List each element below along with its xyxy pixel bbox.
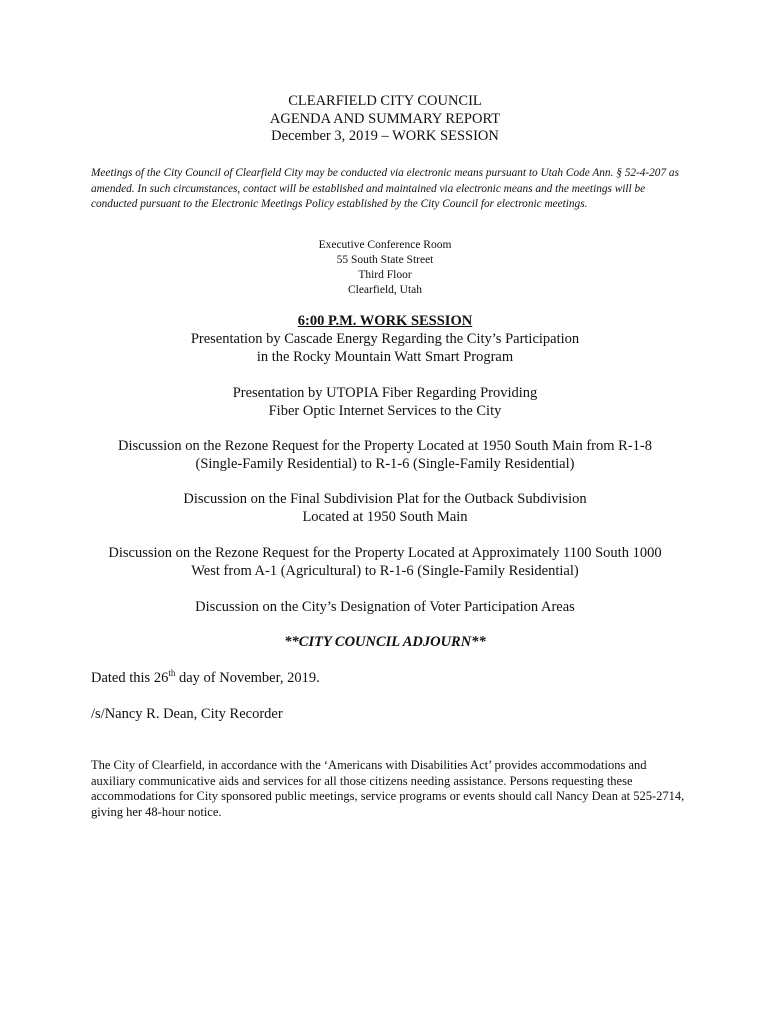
agenda-item-line: Located at 1950 South Main bbox=[302, 508, 468, 525]
agenda-item-line: Discussion on the Rezone Request for the Property Located at 1950 South Main from R-1-8 bbox=[118, 438, 652, 454]
report-title: AGENDA AND SUMMARY REPORT bbox=[269, 110, 501, 127]
meeting-location bbox=[0, 238, 770, 298]
agenda-item bbox=[0, 491, 770, 526]
electronic-meeting-notice: Meetings of the City Council of Clearfield City may be conducted via electronic means pursuant to Utah Code Ann. § 52-4-207 as amended. In such circumstances, contact will be established and maintained via electronic means and the meetings will be conducted pursuant to the Electronic Meetings Policy established by the City Council for electronic meetings. bbox=[91, 167, 679, 210]
work-session-heading: 6:00 P.M. WORK SESSION bbox=[297, 313, 473, 329]
location-street: 55 South State Street bbox=[336, 254, 434, 266]
agenda-item-line: Presentation by Cascade Energy Regarding the City’s Participation bbox=[190, 331, 580, 347]
agenda-item-line: Discussion on the Rezone Request for the Property Located at Approximately 1100 South 1000 bbox=[108, 545, 662, 561]
agenda-item bbox=[0, 599, 770, 617]
agenda-item-line: Presentation by UTOPIA Fiber Regarding Providing bbox=[232, 385, 538, 401]
agenda-item-line: Discussion on the Final Subdivision Plat for the Outback Subdivision bbox=[183, 491, 587, 507]
agenda-item bbox=[0, 385, 770, 420]
location-room: Executive Conference Room bbox=[318, 239, 452, 251]
dated-ordinal-suffix: th bbox=[168, 668, 176, 678]
agenda-item bbox=[0, 545, 770, 580]
adjourn-heading: **CITY COUNCIL ADJOURN** bbox=[284, 634, 486, 650]
ada-notice: The City of Clearfield, in accordance with the ‘Americans with Disabilities Act’ provides accommodations and auxiliary communicative aids and services for all those citizens needing assistance. Persons requesting these accommodations for City sponsored public meetings, service programs or events should call Nancy Dean at 525-2714, giving her 48-hour notice. bbox=[91, 758, 685, 819]
agenda-item-line: Fiber Optic Internet Services to the City bbox=[268, 402, 502, 419]
location-floor: Third Floor bbox=[358, 269, 412, 281]
dated-rest: day of November, 2019. bbox=[175, 670, 320, 686]
document-header bbox=[0, 93, 770, 146]
dated-line bbox=[91, 670, 320, 687]
agenda-item-line: West from A-1 (Agricultural) to R-1-6 (Single-Family Residential) bbox=[191, 562, 579, 579]
dated-prefix: Dated this 26 bbox=[91, 670, 169, 686]
agenda-item bbox=[0, 331, 770, 366]
agenda-item-line: Discussion on the City’s Designation of Voter Participation Areas bbox=[195, 599, 575, 615]
agenda-item-line: in the Rocky Mountain Watt Smart Program bbox=[256, 348, 514, 365]
agenda-item bbox=[0, 438, 770, 473]
agenda-item-line: (Single-Family Residential) to R-1-6 (Single-Family Residential) bbox=[195, 455, 575, 472]
council-title: CLEARFIELD CITY COUNCIL bbox=[288, 93, 482, 109]
location-city: Clearfield, Utah bbox=[347, 284, 423, 296]
recorder-signature: /s/Nancy R. Dean, City Recorder bbox=[91, 706, 283, 722]
meeting-date: December 3, 2019 – WORK SESSION bbox=[271, 128, 499, 144]
